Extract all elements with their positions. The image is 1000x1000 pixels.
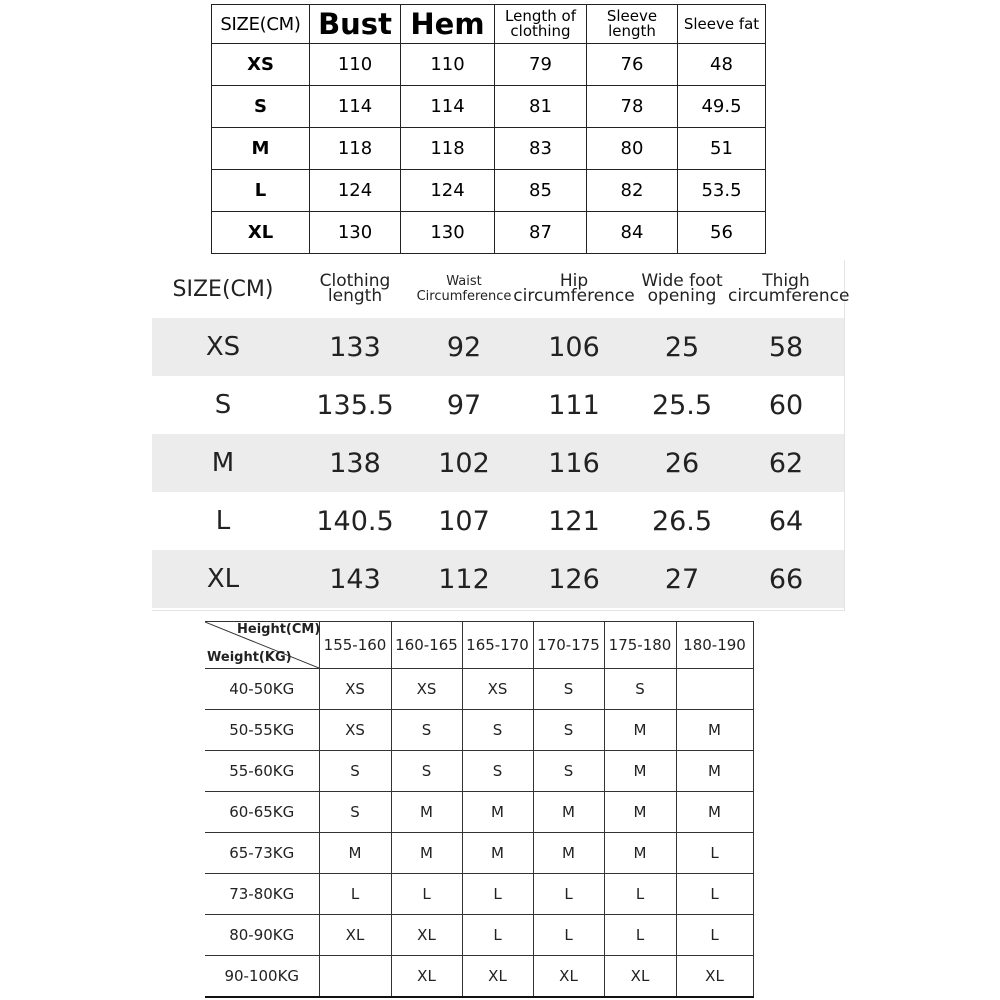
table-row — [205, 874, 753, 915]
size-cell: XS — [319, 669, 391, 710]
cell-waist: 97 — [446, 389, 482, 421]
cell-clothing-length: 135.5 — [316, 389, 394, 421]
cell-foot-opening: 26.5 — [651, 505, 713, 537]
header-size: SIZE(CM) — [172, 276, 274, 302]
size-cell: S — [533, 710, 604, 751]
size-cell: M — [462, 833, 533, 874]
table-row — [205, 792, 753, 833]
height-header: 160-165 — [391, 622, 462, 669]
height-header: 165-170 — [462, 622, 533, 669]
size-cell: L — [604, 915, 676, 956]
table-row — [152, 492, 844, 550]
cell-length: 87 — [495, 212, 587, 254]
cell-sleeve-fat: 49.5 — [678, 86, 766, 128]
size-cell: XL — [319, 915, 391, 956]
size-cell: M — [604, 792, 676, 833]
size-cell: L — [676, 833, 753, 874]
cell-foot-opening: 25 — [664, 331, 700, 363]
header-hem: Hem — [401, 5, 495, 44]
table-row — [212, 128, 766, 170]
size-cell: M — [676, 751, 753, 792]
size-cell: M — [391, 792, 462, 833]
weight-label: 60-65KG — [205, 792, 319, 833]
size-cell: S — [533, 669, 604, 710]
size-cell: S — [391, 751, 462, 792]
size-cell: XL — [391, 956, 462, 998]
size-cell: M — [533, 792, 604, 833]
height-header: 175-180 — [604, 622, 676, 669]
size-label: XL — [212, 212, 310, 254]
cell-bust: 110 — [310, 44, 401, 86]
cell-sleeve-fat: 53.5 — [678, 170, 766, 212]
table-row — [205, 915, 753, 956]
cell-sleeve-fat: 51 — [678, 128, 766, 170]
height-header: 180-190 — [676, 622, 753, 669]
cell-sleeve-fat: 56 — [678, 212, 766, 254]
cell-length: 85 — [495, 170, 587, 212]
size-cell: S — [462, 751, 533, 792]
size-cell: XL — [462, 956, 533, 998]
size-cell: XS — [391, 669, 462, 710]
header-thigh-circumference: Thigh circumference — [728, 271, 850, 306]
height-header: 170-175 — [533, 622, 604, 669]
size-cell: XL — [533, 956, 604, 998]
table-row — [212, 212, 766, 254]
cell-hem: 114 — [401, 86, 495, 128]
corner-cell — [205, 622, 319, 669]
cell-bust: 124 — [310, 170, 401, 212]
table-row — [212, 170, 766, 212]
table-header-row — [212, 5, 766, 44]
size-label: L — [215, 506, 231, 536]
size-cell: L — [319, 874, 391, 915]
size-label: M — [212, 128, 310, 170]
height-weight-table — [205, 621, 754, 998]
weight-label: 90-100KG — [205, 956, 319, 998]
top-size-table — [211, 4, 766, 254]
cell-thigh: 58 — [768, 331, 804, 363]
cell-length: 83 — [495, 128, 587, 170]
cell-bust: 118 — [310, 128, 401, 170]
size-cell: L — [391, 874, 462, 915]
cell-sleeve-length: 78 — [587, 86, 678, 128]
cell-sleeve-length: 82 — [587, 170, 678, 212]
header-bust: Bust — [310, 5, 401, 44]
cell-bust: 130 — [310, 212, 401, 254]
cell-hip: 111 — [548, 389, 600, 421]
table-row — [205, 751, 753, 792]
cell-length: 79 — [495, 44, 587, 86]
cell-sleeve-length: 80 — [587, 128, 678, 170]
size-cell: XL — [391, 915, 462, 956]
size-cell: L — [676, 874, 753, 915]
size-cell: M — [462, 792, 533, 833]
cell-sleeve-length: 76 — [587, 44, 678, 86]
cell-hip: 106 — [548, 331, 600, 363]
cell-hem: 130 — [401, 212, 495, 254]
header-hip-circumference: Hip circumference — [513, 271, 635, 306]
cell-sleeve-fat: 48 — [678, 44, 766, 86]
cell-sleeve-length: 84 — [587, 212, 678, 254]
size-cell — [676, 669, 753, 710]
table-row — [212, 86, 766, 128]
table-row — [205, 956, 753, 998]
size-cell: XS — [319, 710, 391, 751]
header-clothing-length: Clothing length — [319, 271, 391, 306]
table-row — [152, 318, 844, 376]
cell-waist: 92 — [446, 331, 482, 363]
header-sleeve-length: Sleeve length — [587, 5, 678, 44]
cell-bust: 114 — [310, 86, 401, 128]
weight-label: 40-50KG — [205, 669, 319, 710]
weight-axis-label: Weight(KG) — [207, 650, 292, 665]
cell-thigh: 64 — [768, 505, 804, 537]
size-cell: S — [319, 751, 391, 792]
size-cell: M — [676, 710, 753, 751]
cell-foot-opening: 26 — [664, 447, 700, 479]
table-row — [212, 44, 766, 86]
size-label: L — [212, 170, 310, 212]
size-label: XS — [205, 332, 241, 362]
cell-foot-opening: 25.5 — [651, 389, 713, 421]
table-row — [205, 833, 753, 874]
table-row — [152, 550, 844, 608]
header-sleeve-fat: Sleeve fat — [678, 5, 766, 44]
size-cell: XS — [462, 669, 533, 710]
cell-hem: 118 — [401, 128, 495, 170]
size-cell: M — [533, 833, 604, 874]
cell-thigh: 66 — [768, 563, 804, 595]
header-length-of-clothing: Length of clothing — [495, 5, 587, 44]
weight-label: 80-90KG — [205, 915, 319, 956]
size-label: S — [212, 86, 310, 128]
cell-clothing-length: 138 — [329, 447, 381, 479]
cell-thigh: 60 — [768, 389, 804, 421]
cell-foot-opening: 27 — [664, 563, 700, 595]
cell-hip: 121 — [548, 505, 600, 537]
header-wide-foot-opening: Wide foot opening — [641, 271, 723, 306]
size-cell: M — [604, 710, 676, 751]
cell-hem: 124 — [401, 170, 495, 212]
table-row — [152, 376, 844, 434]
cell-waist: 102 — [438, 447, 490, 479]
size-cell: XL — [604, 956, 676, 998]
size-cell: L — [604, 874, 676, 915]
cell-waist: 112 — [438, 563, 490, 595]
size-label: XS — [212, 44, 310, 86]
size-label: XL — [206, 564, 240, 594]
cell-hem: 110 — [401, 44, 495, 86]
weight-label: 55-60KG — [205, 751, 319, 792]
size-cell: L — [462, 874, 533, 915]
size-cell: S — [604, 669, 676, 710]
cell-clothing-length: 133 — [329, 331, 381, 363]
size-cell: M — [391, 833, 462, 874]
cell-clothing-length: 140.5 — [316, 505, 394, 537]
height-header: 155-160 — [319, 622, 391, 669]
table-row — [205, 710, 753, 751]
middle-size-table — [152, 260, 850, 611]
size-cell: S — [462, 710, 533, 751]
weight-label: 73-80KG — [205, 874, 319, 915]
weight-label: 65-73KG — [205, 833, 319, 874]
size-label: S — [214, 390, 232, 420]
header-size: SIZE(CM) — [212, 5, 310, 44]
table-header-row — [152, 260, 850, 318]
size-cell: L — [533, 874, 604, 915]
cell-hip: 126 — [548, 563, 600, 595]
height-axis-label: Height(CM) — [237, 622, 321, 637]
cell-waist: 107 — [438, 505, 490, 537]
cell-clothing-length: 143 — [329, 563, 381, 595]
size-cell: L — [676, 915, 753, 956]
size-cell: L — [462, 915, 533, 956]
size-cell: M — [604, 833, 676, 874]
table-row — [205, 669, 753, 710]
size-cell: S — [533, 751, 604, 792]
size-cell: XL — [676, 956, 753, 998]
size-cell: L — [533, 915, 604, 956]
cell-hip: 116 — [548, 447, 600, 479]
table-row — [152, 434, 844, 492]
size-cell: M — [676, 792, 753, 833]
size-label: M — [211, 448, 235, 478]
cell-length: 81 — [495, 86, 587, 128]
size-cell: S — [391, 710, 462, 751]
size-cell: M — [319, 833, 391, 874]
size-cell: S — [319, 792, 391, 833]
size-cell: M — [604, 751, 676, 792]
table-header-row — [205, 622, 753, 669]
cell-thigh: 62 — [768, 447, 804, 479]
header-waist-circumference: Waist Circumference — [416, 274, 512, 304]
size-cell — [319, 956, 391, 998]
weight-label: 50-55KG — [205, 710, 319, 751]
